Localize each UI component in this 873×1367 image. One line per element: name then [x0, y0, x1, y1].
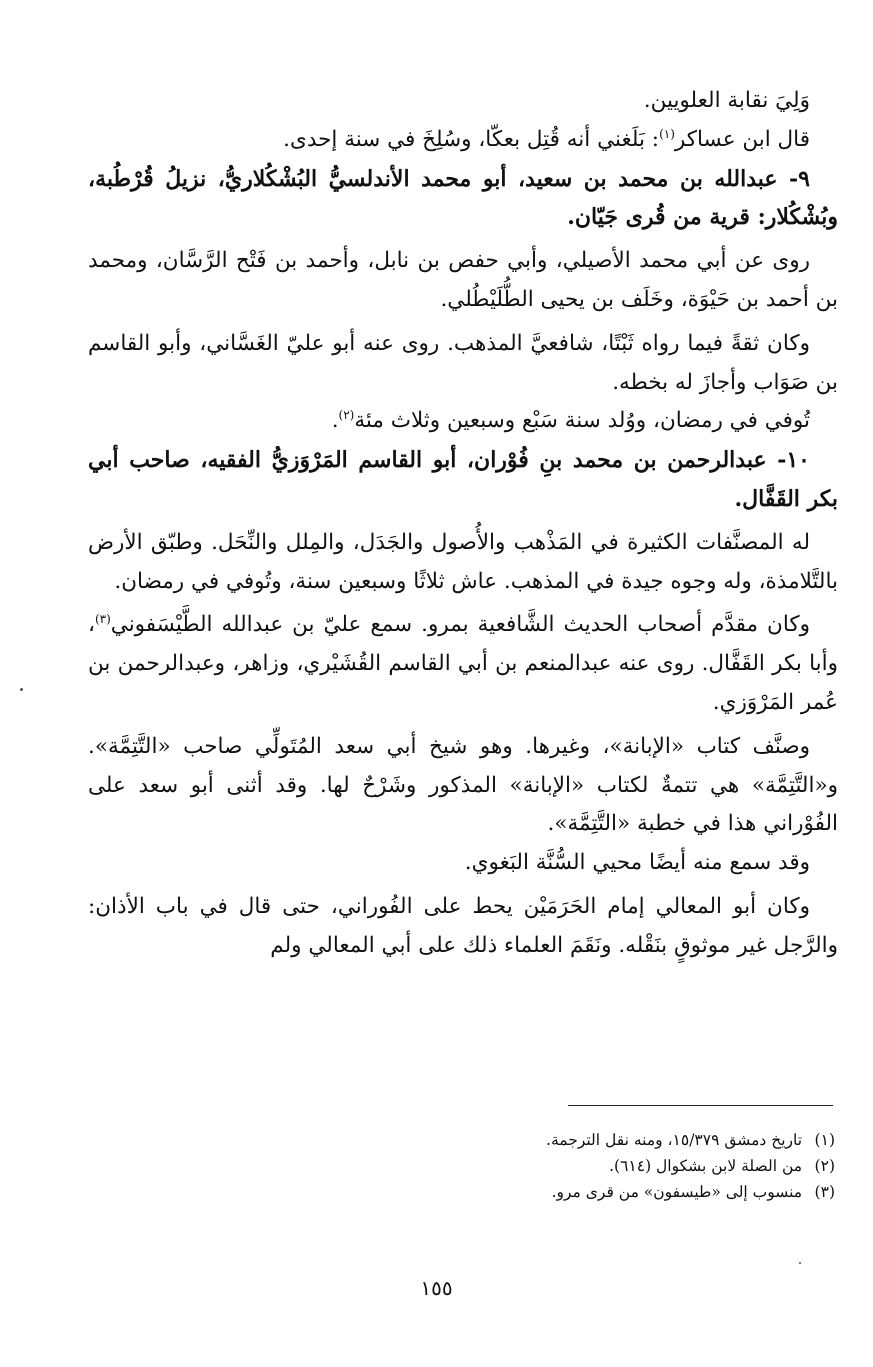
footnote-1: [135, 1127, 835, 1153]
body-paragraph: [88, 82, 838, 121]
footnote-text: منسوب إلى «طيسفون» من قرى مرو.: [551, 1183, 803, 1201]
paragraph-text: وَلِيَ نقابة العلويين.: [643, 88, 810, 113]
body-paragraph: [88, 402, 838, 441]
body-paragraph: [88, 844, 838, 883]
paragraph-text: وكان أبو المعالي إمام الحَرَمَيْن يحط على الفُوراني، حتى قال في باب الأذان: والرَّجل غير موثوقٍ بنَقْله. ونَقَمَ العلماء ذلك على أبي المعالي ولم: [88, 893, 838, 958]
paragraph-text: ١٠- عبدالرحمن بن محمد بنِ فُوْران، أبو القاسم المَرْوَزيُّ الفقيه، صاحب أبي بكر القَفَّال.: [88, 447, 838, 512]
paragraph-text: ، وأبا بكر القَفَّال. روى عنه عبدالمنعم بن أبي القاسم القُشَيْري، وزاهر، وعبدالرحمن بن عُمر المَرْوَزي.: [88, 612, 838, 715]
body-paragraph: [88, 606, 838, 722]
footnote-reference: (٣): [94, 612, 111, 627]
footnote-marker: (٢): [814, 1157, 835, 1175]
entry-heading: [88, 441, 838, 519]
body-paragraph: [88, 524, 838, 602]
paragraph-text: له المصنَّفات الكثيرة في المَذْهب والأُصول والجَدَل، والمِلل والنِّحَل. وطبّق الأرض بالتَّلامذة، وله وجوه جيدة في المذهب. عاش ثلاثًا وسبعين سنة، وتُوفي في رمضان.: [88, 529, 838, 594]
paragraph-text: روى عن أبي محمد الأصيلي، وأبي حفص بن نابل، وأحمد بن فَتْح الرَّسَّان، ومحمد بن أحمد بن حَيْوَة، وخَلَف بن يحيى الطُّلَيْطُلي.: [88, 248, 838, 312]
footnote-text: تاريخ دمشق ١٥/٣٧٩، ومنه نقل الترجمة.: [546, 1131, 803, 1149]
body-paragraph: [88, 728, 838, 844]
page-number: ١٥٥: [420, 1276, 453, 1300]
body-paragraph: [88, 242, 838, 320]
body-paragraph: [88, 121, 838, 160]
footnote-3: [135, 1179, 835, 1205]
paragraph-text: .: [331, 408, 339, 434]
paragraph-text: وكان ثقةً فيما رواه ثَبْتًا، شافعيَّ المذهب. روى عنه أبو عليّ الغَسَّاني، وأبو القاسم بن صَوَاب وأجازَ له بخطه.: [88, 330, 838, 395]
paragraph-text: وقد سمع منه أيضًا محيي السُّنَّة البَغوي.: [464, 850, 810, 876]
paragraph-text: ٩- عبدالله بن محمد بن سعيد، أبو محمد الأندلسيُّ البُشْكُلاريُّ، نزيلُ قُرْطُبة، وبُشْكُلار: قرية من قُرى جَيّان.: [88, 165, 838, 231]
scan-speck: [799, 1262, 801, 1264]
footnote-separator: [568, 1105, 833, 1106]
body-paragraph: [88, 325, 838, 403]
footnote-text: من الصلة لابن بشكوال (٦١٤).: [609, 1157, 803, 1175]
main-text: [88, 82, 838, 966]
paragraph-text: تُوفي في رمضان، ووُلد سنة سَبْع وسبعين وثلاث مئة: [354, 408, 810, 434]
footnote-2: [135, 1153, 835, 1179]
paragraph-text: وكان مقدَّم أصحاب الحديث الشَّافعية بمرو. سمع عليّ بن عبدالله الطَّيْسَفوني: [110, 612, 810, 638]
footnotes: [135, 1127, 835, 1205]
scan-speck: [20, 688, 23, 691]
body-paragraph: [88, 888, 838, 966]
footnote-marker: (١): [814, 1131, 835, 1149]
paragraph-text: وصنَّف كتاب «الإبانة»، وغيرها. وهو شيخ أبي سعد المُتَولِّي صاحب «التَّتِمَّة». و«التَّتِمَّة» هي تتمةٌ لكتاب «الإبانة» المذكور وشَرْحٌ لها. وقد أثنى أبو سعد على الفُوْراني هذا في خطبة «التَّتِمَّة».: [88, 733, 838, 837]
footnote-marker: (٣): [814, 1183, 835, 1201]
footnote-reference: (٢): [338, 408, 355, 423]
paragraph-text: : بَلَغني أنه قُتِل بعكّا، وسُلِخَ في سنة إحدى.: [283, 126, 660, 152]
footnote-reference: (١): [659, 126, 675, 141]
paragraph-text: قال ابن عساكر: [674, 126, 810, 152]
entry-heading: [88, 160, 838, 238]
